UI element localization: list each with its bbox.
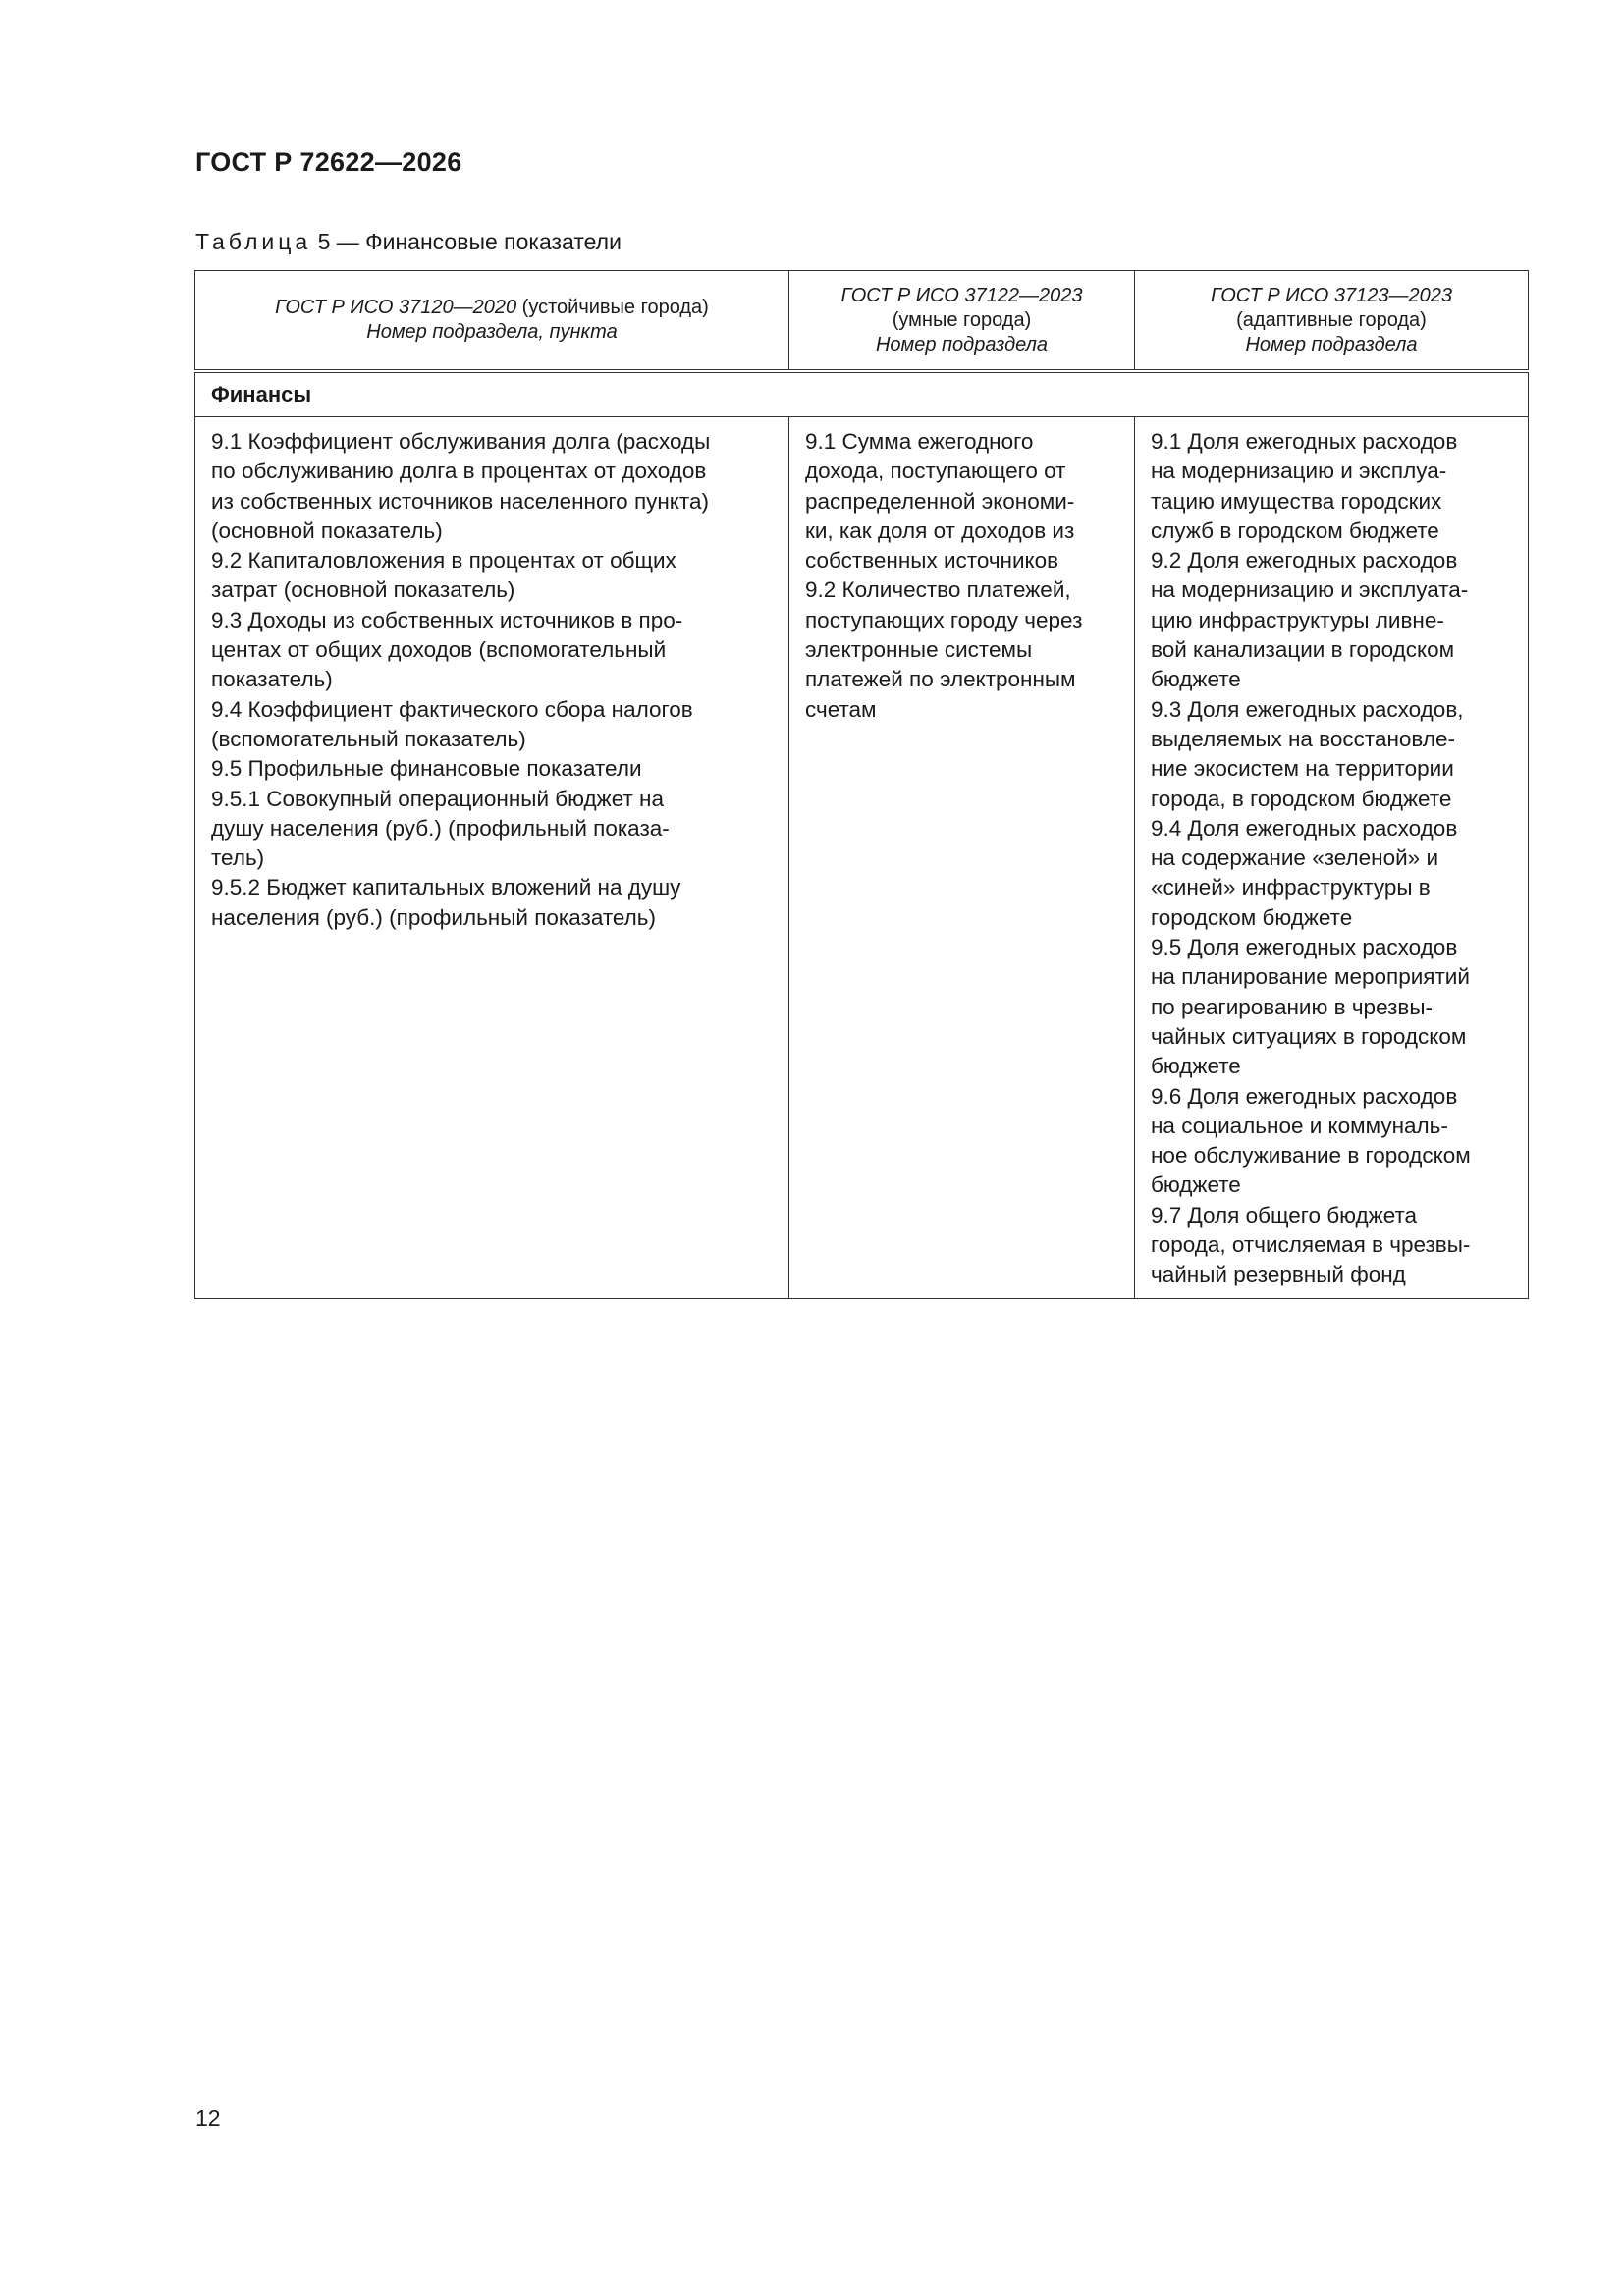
cell-37122-line: дохода, поступающего от [805, 459, 1066, 484]
table-header-row [195, 271, 1529, 372]
cell-37120-line: 9.1 Коэффициент обслуживания долга (расходы [211, 429, 711, 454]
cell-37123-line: 9.3 Доля ежегодных расходов, [1151, 696, 1464, 722]
cell-37122-line: 9.1 Сумма ежегодного [805, 429, 1034, 454]
cell-37123-line: ние экосистем на территории [1151, 756, 1454, 782]
cell-37122-line: распределенной экономи- [805, 488, 1075, 514]
cell-37120-line: 9.5.2 Бюджет капитальных вложений на душу [211, 875, 681, 901]
financial-indicators-table [194, 270, 1529, 1299]
section-row-finance [195, 371, 1529, 417]
column-header-37120-code: ГОСТ Р ИСО 37120—2020 [275, 297, 517, 318]
cell-37120-line: тель) [211, 846, 265, 871]
table-body-row [195, 417, 1529, 1299]
cell-37122-line: 9.2 Количество платежей, [805, 577, 1071, 603]
column-header-37122-sub: Номер подраздела [875, 333, 1049, 355]
cell-37123-line: бюджете [1151, 1173, 1241, 1198]
cell-37123-line: города, отчисляемая в чрезвы- [1151, 1232, 1471, 1258]
cell-37123-line: на планирование мероприятий [1151, 964, 1470, 990]
cell-37120-line: 9.3 Доходы из собственных источников в про- [211, 607, 683, 632]
cell-37120-line: населения (руб.) (профильный показатель) [211, 904, 657, 930]
column-header-37120-sub: Номер подраздела, пункта [366, 321, 618, 343]
cell-37123-line: на содержание «зеленой» и [1151, 846, 1439, 871]
column-header-37123 [1135, 271, 1529, 372]
cell-37122 [789, 417, 1135, 1299]
cell-37120-line: 9.4 Коэффициент фактического сбора налогов [211, 696, 693, 722]
cell-37123-line: бюджете [1151, 1054, 1241, 1079]
cell-37120 [195, 417, 789, 1299]
cell-37123-line: 9.4 Доля ежегодных расходов [1151, 815, 1458, 841]
cell-37123-line: на модернизацию и эксплуа- [1151, 459, 1447, 484]
cell-37123-line: тацию имущества городских [1151, 488, 1442, 514]
column-header-37123-desc: (адаптивные города) [1236, 308, 1427, 331]
cell-37123-line: «синей» инфраструктуры в [1151, 875, 1431, 901]
page-number: 12 [195, 2105, 221, 2131]
cell-37122-line: ки, как доля от доходов из [805, 518, 1075, 543]
cell-37120-line: душу населения (руб.) (профильный показа- [211, 815, 670, 841]
cell-37123-line: служб в городском бюджете [1151, 518, 1439, 543]
cell-37120-line: 9.5 Профильные финансовые показатели [211, 756, 642, 782]
cell-37123-line: на социальное и коммуналь- [1151, 1113, 1448, 1138]
table-caption [195, 229, 622, 255]
cell-37123-line: городском бюджете [1151, 904, 1353, 930]
cell-37120-line: 9.5.1 Совокупный операционный бюджет на [211, 786, 664, 811]
cell-37120-line: 9.2 Капиталовложения в процентах от общих [211, 548, 676, 574]
cell-37123-line: выделяемых на восстановле- [1151, 726, 1455, 751]
column-header-37123-sub: Номер подраздела [1245, 333, 1418, 355]
column-header-37122-code: ГОСТ Р ИСО 37122—2023 [840, 284, 1083, 306]
table-caption-title: 5 — Финансовые показатели [317, 229, 622, 254]
column-header-37120-title [207, 296, 777, 320]
column-header-37122-desc: (умные города) [892, 308, 1032, 331]
cell-37123-line: по реагированию в чрезвы- [1151, 994, 1434, 1019]
column-header-37120 [195, 271, 789, 372]
cell-37120-line: по обслуживанию долга в процентах от доходов [211, 459, 707, 484]
cell-37120-line: показатель) [211, 667, 333, 692]
cell-37123-line: вой канализации в городском [1151, 637, 1455, 663]
cell-37123-line: 9.6 Доля ежегодных расходов [1151, 1083, 1458, 1109]
cell-37123-line: 9.7 Доля общего бюджета [1151, 1202, 1418, 1228]
section-title: Финансы [195, 371, 1529, 417]
cell-37123-line: города, в городском бюджете [1151, 786, 1452, 811]
cell-37123-line: ное обслуживание в городском [1151, 1143, 1471, 1169]
cell-37123-line: 9.5 Доля ежегодных расходов [1151, 935, 1458, 960]
cell-37120-line: (основной показатель) [211, 518, 443, 543]
cell-37122-line: электронные системы [805, 637, 1033, 663]
column-header-37122 [789, 271, 1135, 372]
cell-37123-line: чайных ситуациях в городском [1151, 1023, 1467, 1049]
document-code: ГОСТ Р 72622—2026 [195, 147, 462, 177]
cell-37120-line: (вспомогательный показатель) [211, 726, 526, 751]
cell-37123-line: на модернизацию и эксплуата- [1151, 577, 1469, 603]
cell-37120-line: из собственных источников населенного пункта) [211, 488, 709, 514]
cell-37123 [1135, 417, 1529, 1299]
cell-37122-line: счетам [805, 696, 877, 722]
cell-37122-line: собственных источников [805, 548, 1059, 574]
cell-37123-line: 9.1 Доля ежегодных расходов [1151, 429, 1458, 454]
cell-37120-line: центах от общих доходов (вспомогательный [211, 637, 667, 663]
cell-37123-line: бюджете [1151, 667, 1241, 692]
cell-37123-line: чайный резервный фонд [1151, 1262, 1406, 1287]
cell-37122-line: платежей по электронным [805, 667, 1076, 692]
cell-37123-line: 9.2 Доля ежегодных расходов [1151, 548, 1458, 574]
cell-37120-line: затрат (основной показатель) [211, 577, 515, 603]
cell-37122-line: поступающих городу через [805, 607, 1083, 632]
table-caption-word: Таблица [195, 229, 312, 254]
cell-37123-line: цию инфраструктуры ливне- [1151, 607, 1444, 632]
column-header-37123-code: ГОСТ Р ИСО 37123—2023 [1211, 284, 1452, 306]
column-header-37120-desc: (устойчивые города) [516, 297, 709, 318]
